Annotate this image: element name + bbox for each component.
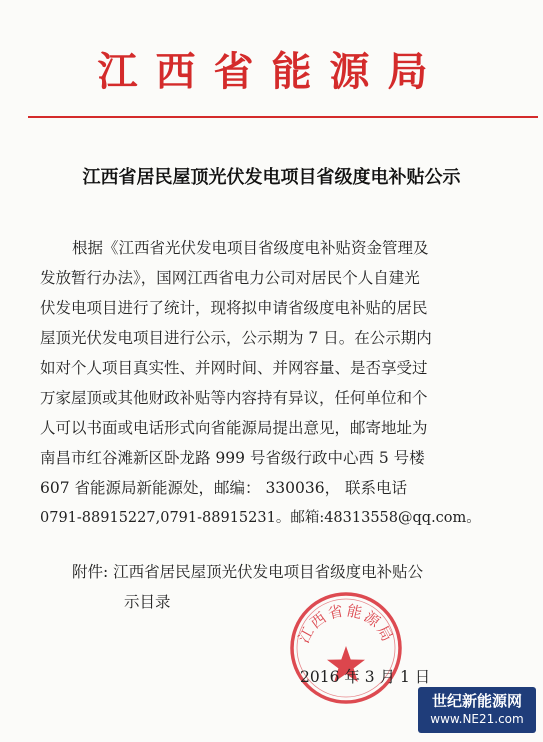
body-line: 607 省能源局新能源处，邮编： 330036， 联系电话 bbox=[40, 479, 408, 497]
watermark-site-url: www.NE21.com bbox=[430, 712, 524, 726]
watermark-site-name: 世纪新能源网 bbox=[431, 692, 522, 710]
document-title: 江西省居民屋顶光伏发电项目省级度电补贴公示 bbox=[82, 167, 461, 188]
body-line: 人可以书面或电话形式向省能源局提出意见，邮寄地址为 bbox=[40, 419, 428, 437]
body-line: 0791-88915227,0791-88915231。邮箱:48313558@qq.com。 bbox=[40, 510, 481, 526]
body-line: 如对个人项目真实性、并网时间、并网容量、是否享受过 bbox=[40, 359, 428, 377]
attachment-line: 附件: 江西省居民屋顶光伏发电项目省级度电补贴公 bbox=[72, 563, 424, 581]
body-line: 发放暂行办法》，国网江西省电力公司对居民个人自建光 bbox=[40, 269, 420, 287]
svg-text:江西省能源局: 江西省能源局 bbox=[294, 601, 398, 647]
body-line: 伏发电项目进行了统计，现将拟申请省级度电补贴的居民 bbox=[40, 299, 428, 317]
document-date: 2016 年 3 月 1 日 bbox=[300, 668, 431, 686]
body-line: 万家屋顶或其他财政补贴等内容持有异议，任何单位和个 bbox=[40, 389, 428, 407]
masthead-title: 江西省能源局 bbox=[97, 48, 446, 95]
masthead-red-rule bbox=[28, 116, 538, 118]
attachment-line: 示目录 bbox=[124, 593, 171, 611]
site-watermark-logo bbox=[418, 687, 536, 733]
body-line: 南昌市红谷滩新区卧龙路 999 号省级行政中心西 5 号楼 bbox=[40, 449, 425, 467]
body-line: 根据《江西省光伏发电项目省级度电补贴资金管理及 bbox=[72, 239, 429, 257]
official-seal-stamp bbox=[286, 588, 406, 708]
body-line: 屋顶光伏发电项目进行公示，公示期为 7 日。在公示期内 bbox=[40, 329, 432, 347]
